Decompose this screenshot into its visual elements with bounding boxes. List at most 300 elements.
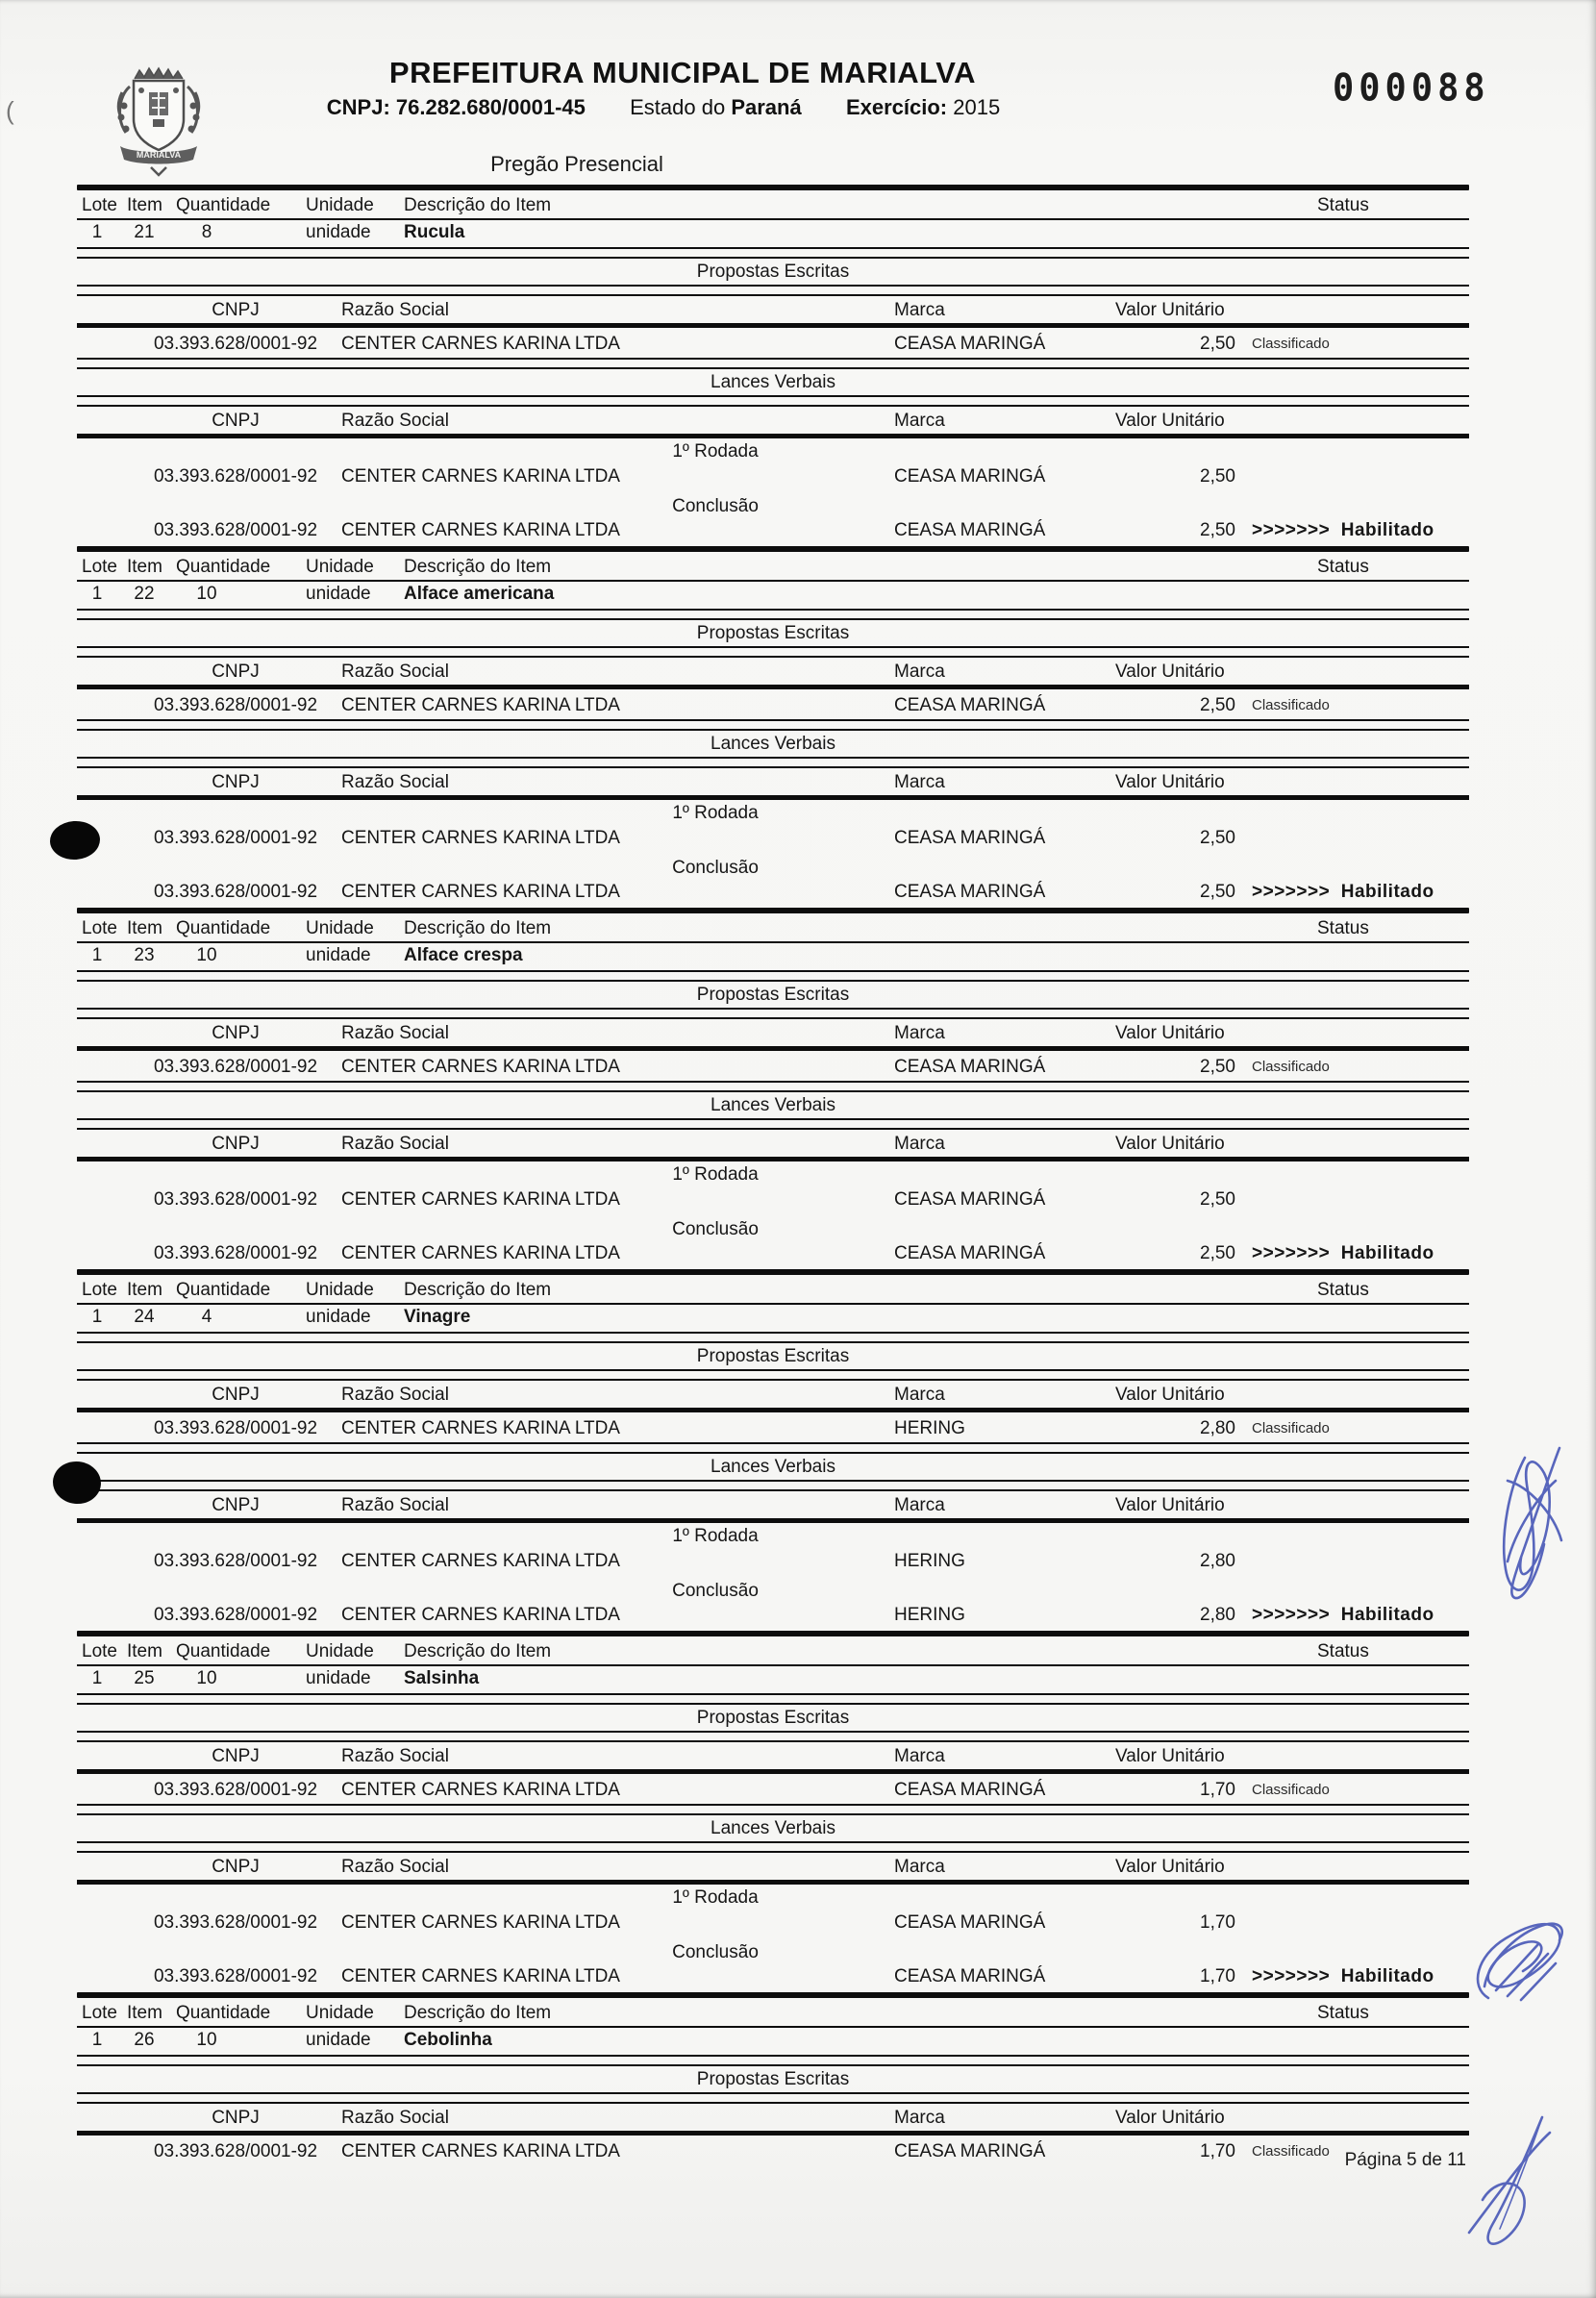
arrows: >>>>>>> bbox=[1252, 1966, 1331, 1986]
supplier-name: CENTER CARNES KARINA LTDA bbox=[341, 1605, 620, 1625]
unidade-header: Unidade bbox=[306, 557, 374, 577]
lote-header: Lote bbox=[82, 918, 117, 938]
arrows: >>>>>>> bbox=[1252, 1605, 1331, 1625]
marca-column-header: Marca bbox=[894, 1385, 945, 1405]
status-header: Status bbox=[1317, 2003, 1369, 2023]
cnpj-column-header: CNPJ bbox=[212, 1023, 260, 1043]
propostas-escritas-label: Propostas Escritas bbox=[696, 1346, 850, 1366]
propostas-escritas-label: Propostas Escritas bbox=[696, 985, 850, 1005]
lot-section bbox=[77, 1631, 1469, 1992]
unidade-header: Unidade bbox=[306, 2003, 374, 2023]
unidade-value: unidade bbox=[306, 2030, 371, 2050]
lances-verbais-section bbox=[77, 1081, 1469, 1269]
rule bbox=[77, 395, 1469, 407]
cnpj-column-header: CNPJ bbox=[212, 411, 260, 431]
lot-header-row bbox=[77, 552, 1469, 580]
razao-social-column-header: Razão Social bbox=[341, 1023, 449, 1043]
unidade-header: Unidade bbox=[306, 195, 374, 215]
rule bbox=[77, 1118, 1469, 1130]
unidade-header: Unidade bbox=[306, 918, 374, 938]
rule bbox=[77, 1008, 1469, 1019]
lote-value: 1 bbox=[91, 1307, 103, 1327]
status-habilitado bbox=[1252, 1603, 1434, 1628]
lot-section bbox=[77, 1269, 1469, 1631]
brand: HERING bbox=[894, 1418, 965, 1438]
supplier-cnpj: 03.393.628/0001-92 bbox=[153, 695, 318, 715]
unit-price: 2,50 bbox=[1200, 466, 1235, 487]
descricao-header: Descrição do Item bbox=[404, 1641, 552, 1661]
conclusao-data-row bbox=[77, 880, 1469, 908]
item-header: Item bbox=[127, 557, 162, 577]
modality-title: Pregão Presencial bbox=[490, 152, 663, 176]
proposta-column-headers bbox=[77, 1742, 1469, 1769]
proposta-column-headers bbox=[77, 658, 1469, 685]
rule bbox=[77, 1693, 1469, 1705]
razao-social-column-header: Razão Social bbox=[341, 1746, 449, 1766]
marialva-coat-of-arms-logo bbox=[91, 50, 226, 185]
propostas-escritas-label: Propostas Escritas bbox=[696, 1708, 850, 1728]
supplier-cnpj: 03.393.628/0001-92 bbox=[153, 1605, 318, 1625]
brand: CEASA MARINGÁ bbox=[894, 1780, 1046, 1800]
cnpj-label: CNPJ: bbox=[326, 95, 390, 119]
status-header: Status bbox=[1317, 195, 1369, 215]
item-value: 22 bbox=[134, 584, 155, 604]
valor-unitario-column-header: Valor Unitário bbox=[1115, 1385, 1225, 1405]
item-header: Item bbox=[127, 1280, 162, 1300]
item-value: 24 bbox=[134, 1307, 155, 1327]
rule bbox=[77, 285, 1469, 296]
razao-social-column-header: Razão Social bbox=[341, 300, 449, 320]
quantidade-header: Quantidade bbox=[176, 1641, 271, 1661]
quantidade-value: 10 bbox=[196, 2030, 217, 2050]
unit-price: 2,50 bbox=[1200, 334, 1235, 354]
brand: CEASA MARINGÁ bbox=[894, 520, 1046, 540]
brand: HERING bbox=[894, 1605, 965, 1625]
razao-social-column-header: Razão Social bbox=[341, 1385, 449, 1405]
lote-header: Lote bbox=[82, 1280, 117, 1300]
marca-column-header: Marca bbox=[894, 1023, 945, 1043]
quantidade-header: Quantidade bbox=[176, 2003, 271, 2023]
brand: CEASA MARINGÁ bbox=[894, 2141, 1046, 2161]
unit-price: 2,50 bbox=[1200, 882, 1235, 902]
exercicio-label: Exercício: bbox=[845, 95, 948, 119]
proposta-column-headers bbox=[77, 2104, 1469, 2131]
lote-value: 1 bbox=[91, 1668, 103, 1688]
proposta-column-headers bbox=[77, 1019, 1469, 1046]
cnpj-column-header: CNPJ bbox=[212, 772, 260, 792]
marca-column-header: Marca bbox=[894, 411, 945, 431]
supplier-name: CENTER CARNES KARINA LTDA bbox=[341, 1912, 620, 1933]
unit-price: 1,70 bbox=[1200, 2141, 1235, 2161]
status-header: Status bbox=[1317, 1280, 1369, 1300]
lances-verbais-label: Lances Verbais bbox=[711, 1818, 835, 1838]
rodada-label: 1º Rodada bbox=[672, 1526, 759, 1546]
status-habilitado bbox=[1252, 1964, 1434, 1989]
rodada-data-row bbox=[77, 1186, 1469, 1217]
marca-column-header: Marca bbox=[894, 300, 945, 320]
status-classificado: Classificado bbox=[1252, 2143, 1330, 2160]
brand: CEASA MARINGÁ bbox=[894, 828, 1046, 848]
lot-section bbox=[77, 185, 1469, 546]
rodada-label: 1º Rodada bbox=[672, 1164, 759, 1185]
rodada-data-row bbox=[77, 462, 1469, 494]
lot-header-row bbox=[77, 1636, 1469, 1664]
razao-social-column-header: Razão Social bbox=[341, 1857, 449, 1877]
proposta-data-row bbox=[77, 1412, 1469, 1442]
habilitado-text: Habilitado bbox=[1340, 882, 1434, 902]
habilitado-text: Habilitado bbox=[1340, 1243, 1434, 1263]
lot-section bbox=[77, 1992, 1469, 2165]
unidade-value: unidade bbox=[306, 1307, 371, 1327]
lances-column-headers bbox=[77, 768, 1469, 795]
valor-unitario-column-header: Valor Unitário bbox=[1115, 300, 1225, 320]
unit-price: 2,50 bbox=[1200, 1189, 1235, 1210]
unidade-value: unidade bbox=[306, 1668, 371, 1688]
propostas-escritas-label: Propostas Escritas bbox=[696, 623, 850, 643]
quantidade-value: 10 bbox=[196, 1668, 217, 1688]
razao-social-column-header: Razão Social bbox=[341, 1134, 449, 1154]
lote-value: 1 bbox=[91, 584, 103, 604]
supplier-cnpj: 03.393.628/0001-92 bbox=[153, 1189, 318, 1210]
valor-unitario-column-header: Valor Unitário bbox=[1115, 411, 1225, 431]
lot-data-row bbox=[77, 220, 1469, 247]
valor-unitario-column-header: Valor Unitário bbox=[1115, 662, 1225, 682]
exercicio-value: 2015 bbox=[953, 95, 1001, 119]
lances-verbais-section bbox=[77, 358, 1469, 546]
quantidade-header: Quantidade bbox=[176, 195, 271, 215]
quantidade-value: 8 bbox=[201, 222, 212, 242]
supplier-name: CENTER CARNES KARINA LTDA bbox=[341, 1418, 620, 1438]
supplier-cnpj: 03.393.628/0001-92 bbox=[153, 466, 318, 487]
lots-container bbox=[77, 185, 1469, 2165]
unit-price: 2,80 bbox=[1200, 1418, 1235, 1438]
conclusao-label: Conclusão bbox=[672, 1942, 759, 1962]
item-value: 26 bbox=[134, 2030, 155, 2050]
lances-column-headers bbox=[77, 1491, 1469, 1518]
proposta-data-row bbox=[77, 1051, 1469, 1081]
unit-price: 2,50 bbox=[1200, 1057, 1235, 1077]
rodada-data-row bbox=[77, 1909, 1469, 1940]
descricao-value: Cebolinha bbox=[404, 2030, 492, 2050]
supplier-cnpj: 03.393.628/0001-92 bbox=[153, 1551, 318, 1571]
lot-section bbox=[77, 546, 1469, 908]
valor-unitario-column-header: Valor Unitário bbox=[1115, 1746, 1225, 1766]
razao-social-column-header: Razão Social bbox=[341, 662, 449, 682]
status-habilitado bbox=[1252, 1241, 1434, 1266]
rule bbox=[77, 1369, 1469, 1381]
status-classificado: Classificado bbox=[1252, 697, 1330, 713]
item-header: Item bbox=[127, 2003, 162, 2023]
item-value: 23 bbox=[134, 945, 155, 965]
rule bbox=[77, 646, 1469, 658]
status-habilitado bbox=[1252, 518, 1434, 543]
document-title: PREFEITURA MUNICIPAL DE MARIALVA bbox=[388, 56, 977, 89]
status-header: Status bbox=[1317, 557, 1369, 577]
rule bbox=[77, 1841, 1469, 1853]
supplier-cnpj: 03.393.628/0001-92 bbox=[153, 1243, 318, 1263]
supplier-cnpj: 03.393.628/0001-92 bbox=[153, 2141, 318, 2161]
conclusao-data-row bbox=[77, 1241, 1469, 1269]
proposta-data-row bbox=[77, 689, 1469, 719]
lot-header-row bbox=[77, 1275, 1469, 1303]
valor-unitario-column-header: Valor Unitário bbox=[1115, 2108, 1225, 2128]
quantidade-header: Quantidade bbox=[176, 557, 271, 577]
lot-section bbox=[77, 908, 1469, 1269]
conclusao-data-row bbox=[77, 518, 1469, 546]
brand: CEASA MARINGÁ bbox=[894, 1243, 1046, 1263]
lote-header: Lote bbox=[82, 195, 117, 215]
lances-verbais-label: Lances Verbais bbox=[711, 372, 835, 392]
supplier-cnpj: 03.393.628/0001-92 bbox=[153, 882, 318, 902]
unit-price: 2,80 bbox=[1200, 1551, 1235, 1571]
arrows: >>>>>>> bbox=[1252, 520, 1331, 540]
habilitado-text: Habilitado bbox=[1340, 520, 1434, 540]
supplier-cnpj: 03.393.628/0001-92 bbox=[153, 1912, 318, 1933]
rule bbox=[77, 1332, 1469, 1343]
item-value: 25 bbox=[134, 1668, 155, 1688]
brand: HERING bbox=[894, 1551, 965, 1571]
supplier-name: CENTER CARNES KARINA LTDA bbox=[341, 695, 620, 715]
rule bbox=[77, 609, 1469, 620]
supplier-name: CENTER CARNES KARINA LTDA bbox=[341, 520, 620, 540]
cnpj-column-header: CNPJ bbox=[212, 2108, 260, 2128]
brand: CEASA MARINGÁ bbox=[894, 1189, 1046, 1210]
rodada-label: 1º Rodada bbox=[672, 803, 759, 823]
status-classificado: Classificado bbox=[1252, 1059, 1330, 1075]
scan-artifact: ( bbox=[6, 96, 14, 125]
arrows: >>>>>>> bbox=[1252, 882, 1331, 902]
valor-unitario-column-header: Valor Unitário bbox=[1115, 1495, 1225, 1515]
conclusao-label: Conclusão bbox=[672, 858, 759, 878]
razao-social-column-header: Razão Social bbox=[341, 411, 449, 431]
item-header: Item bbox=[127, 1641, 162, 1661]
valor-unitario-column-header: Valor Unitário bbox=[1115, 1134, 1225, 1154]
estado-prefix: Estado do bbox=[630, 95, 726, 119]
marca-column-header: Marca bbox=[894, 1857, 945, 1877]
status-classificado: Classificado bbox=[1252, 1782, 1330, 1798]
quantidade-value: 10 bbox=[196, 584, 217, 604]
cnpj-column-header: CNPJ bbox=[212, 300, 260, 320]
valor-unitario-column-header: Valor Unitário bbox=[1115, 1023, 1225, 1043]
unit-price: 1,70 bbox=[1200, 1912, 1235, 1933]
conclusao-label: Conclusão bbox=[672, 496, 759, 516]
supplier-cnpj: 03.393.628/0001-92 bbox=[153, 520, 318, 540]
quantidade-header: Quantidade bbox=[176, 918, 271, 938]
lot-data-row bbox=[77, 2028, 1469, 2055]
unit-price: 2,50 bbox=[1200, 520, 1235, 540]
cnpj-column-header: CNPJ bbox=[212, 1134, 260, 1154]
lote-header: Lote bbox=[82, 2003, 117, 2023]
descricao-header: Descrição do Item bbox=[404, 195, 552, 215]
supplier-name: CENTER CARNES KARINA LTDA bbox=[341, 466, 620, 487]
supplier-name: CENTER CARNES KARINA LTDA bbox=[341, 882, 620, 902]
lote-header: Lote bbox=[82, 1641, 117, 1661]
status-habilitado bbox=[1252, 880, 1434, 905]
propostas-escritas-label: Propostas Escritas bbox=[696, 262, 850, 282]
descricao-value: Alface americana bbox=[404, 584, 555, 604]
rule bbox=[77, 2092, 1469, 2104]
valor-unitario-column-header: Valor Unitário bbox=[1115, 1857, 1225, 1877]
proposta-column-headers bbox=[77, 296, 1469, 323]
supplier-name: CENTER CARNES KARINA LTDA bbox=[341, 828, 620, 848]
brand: CEASA MARINGÁ bbox=[894, 882, 1046, 902]
propostas-escritas-label: Propostas Escritas bbox=[696, 2069, 850, 2089]
descricao-header: Descrição do Item bbox=[404, 2003, 552, 2023]
page-number-stamp: 000088 bbox=[1333, 65, 1490, 111]
lances-column-headers bbox=[77, 1853, 1469, 1880]
lances-verbais-label: Lances Verbais bbox=[711, 1457, 835, 1477]
rule bbox=[77, 1480, 1469, 1491]
unidade-value: unidade bbox=[306, 945, 371, 965]
quantidade-header: Quantidade bbox=[176, 1280, 271, 1300]
logo-banner-text: MARIALVA bbox=[136, 150, 182, 160]
lot-data-row bbox=[77, 582, 1469, 609]
proposta-data-row bbox=[77, 1774, 1469, 1804]
supplier-cnpj: 03.393.628/0001-92 bbox=[153, 1966, 318, 1986]
cnpj-column-header: CNPJ bbox=[212, 1385, 260, 1405]
marca-column-header: Marca bbox=[894, 1746, 945, 1766]
brand: CEASA MARINGÁ bbox=[894, 334, 1046, 354]
lot-data-row bbox=[77, 943, 1469, 970]
estado-value: Paraná bbox=[731, 95, 802, 119]
descricao-value: Rucula bbox=[404, 222, 465, 242]
supplier-cnpj: 03.393.628/0001-92 bbox=[153, 1780, 318, 1800]
unit-price: 1,70 bbox=[1200, 1966, 1235, 1986]
document-subtitle-line bbox=[260, 95, 1067, 120]
cnpj-column-header: CNPJ bbox=[212, 1857, 260, 1877]
status-header: Status bbox=[1317, 918, 1369, 938]
marca-column-header: Marca bbox=[894, 1495, 945, 1515]
unidade-header: Unidade bbox=[306, 1641, 374, 1661]
supplier-cnpj: 03.393.628/0001-92 bbox=[153, 334, 318, 354]
habilitado-text: Habilitado bbox=[1340, 1966, 1434, 1986]
lances-column-headers bbox=[77, 407, 1469, 434]
supplier-name: CENTER CARNES KARINA LTDA bbox=[341, 1189, 620, 1210]
unit-price: 2,50 bbox=[1200, 695, 1235, 715]
rule bbox=[77, 757, 1469, 768]
brand: CEASA MARINGÁ bbox=[894, 1057, 1046, 1077]
rule bbox=[77, 970, 1469, 982]
status-classificado: Classificado bbox=[1252, 1420, 1330, 1436]
lances-verbais-label: Lances Verbais bbox=[711, 1095, 835, 1115]
proposta-column-headers bbox=[77, 1381, 1469, 1408]
lote-value: 1 bbox=[91, 222, 103, 242]
unit-price: 2,80 bbox=[1200, 1605, 1235, 1625]
lances-column-headers bbox=[77, 1130, 1469, 1157]
rule bbox=[77, 2055, 1469, 2066]
marca-column-header: Marca bbox=[894, 1134, 945, 1154]
brand: CEASA MARINGÁ bbox=[894, 466, 1046, 487]
cnpj-column-header: CNPJ bbox=[212, 1495, 260, 1515]
marca-column-header: Marca bbox=[894, 2108, 945, 2128]
brand: CEASA MARINGÁ bbox=[894, 1966, 1046, 1986]
brand: CEASA MARINGÁ bbox=[894, 695, 1046, 715]
lote-value: 1 bbox=[91, 945, 103, 965]
brand: CEASA MARINGÁ bbox=[894, 1912, 1046, 1933]
descricao-value: Salsinha bbox=[404, 1668, 480, 1688]
conclusao-label: Conclusão bbox=[672, 1219, 759, 1239]
status-header: Status bbox=[1317, 1641, 1369, 1661]
rodada-data-row bbox=[77, 824, 1469, 856]
quantidade-value: 10 bbox=[196, 945, 217, 965]
razao-social-column-header: Razão Social bbox=[341, 1495, 449, 1515]
lot-header-row bbox=[77, 190, 1469, 218]
conclusao-data-row bbox=[77, 1603, 1469, 1631]
lote-header: Lote bbox=[82, 557, 117, 577]
pen-signature bbox=[1469, 2117, 1550, 2244]
status-classificado: Classificado bbox=[1252, 336, 1330, 352]
item-header: Item bbox=[127, 195, 162, 215]
valor-unitario-column-header: Valor Unitário bbox=[1115, 772, 1225, 792]
pen-scribble-initials bbox=[1504, 1448, 1561, 1598]
unit-price: 2,50 bbox=[1200, 1243, 1235, 1263]
unidade-value: unidade bbox=[306, 222, 371, 242]
unit-price: 1,70 bbox=[1200, 1780, 1235, 1800]
supplier-name: CENTER CARNES KARINA LTDA bbox=[341, 1780, 620, 1800]
quantidade-value: 4 bbox=[201, 1307, 212, 1327]
lances-verbais-section bbox=[77, 1804, 1469, 1992]
supplier-name: CENTER CARNES KARINA LTDA bbox=[341, 334, 620, 354]
cnpj-column-header: CNPJ bbox=[212, 662, 260, 682]
supplier-name: CENTER CARNES KARINA LTDA bbox=[341, 1551, 620, 1571]
lances-verbais-section bbox=[77, 1442, 1469, 1631]
unidade-header: Unidade bbox=[306, 1280, 374, 1300]
rodada-data-row bbox=[77, 1547, 1469, 1579]
supplier-cnpj: 03.393.628/0001-92 bbox=[153, 828, 318, 848]
cnpj-column-header: CNPJ bbox=[212, 1746, 260, 1766]
supplier-cnpj: 03.393.628/0001-92 bbox=[153, 1418, 318, 1438]
supplier-name: CENTER CARNES KARINA LTDA bbox=[341, 1243, 620, 1263]
marca-column-header: Marca bbox=[894, 772, 945, 792]
arrows: >>>>>>> bbox=[1252, 1243, 1331, 1263]
descricao-header: Descrição do Item bbox=[404, 557, 552, 577]
lote-value: 1 bbox=[91, 2030, 103, 2050]
lot-data-row bbox=[77, 1305, 1469, 1332]
lot-header-row bbox=[77, 1998, 1469, 2026]
descricao-header: Descrição do Item bbox=[404, 918, 552, 938]
rodada-label: 1º Rodada bbox=[672, 441, 759, 462]
rule bbox=[77, 247, 1469, 259]
descricao-header: Descrição do Item bbox=[404, 1280, 552, 1300]
supplier-cnpj: 03.393.628/0001-92 bbox=[153, 1057, 318, 1077]
lot-header-row bbox=[77, 913, 1469, 941]
rule bbox=[77, 1731, 1469, 1742]
descricao-value: Alface crespa bbox=[404, 945, 523, 965]
supplier-name: CENTER CARNES KARINA LTDA bbox=[341, 2141, 620, 2161]
supplier-name: CENTER CARNES KARINA LTDA bbox=[341, 1057, 620, 1077]
supplier-name: CENTER CARNES KARINA LTDA bbox=[341, 1966, 620, 1986]
rodada-label: 1º Rodada bbox=[672, 1887, 759, 1908]
habilitado-text: Habilitado bbox=[1340, 1605, 1434, 1625]
razao-social-column-header: Razão Social bbox=[341, 2108, 449, 2128]
proposta-data-row bbox=[77, 328, 1469, 358]
lot-data-row bbox=[77, 1666, 1469, 1693]
item-value: 21 bbox=[134, 222, 155, 242]
unidade-value: unidade bbox=[306, 584, 371, 604]
item-header: Item bbox=[127, 918, 162, 938]
lances-verbais-label: Lances Verbais bbox=[711, 734, 835, 754]
razao-social-column-header: Razão Social bbox=[341, 772, 449, 792]
unit-price: 2,50 bbox=[1200, 828, 1235, 848]
pen-swirl-mark bbox=[1478, 1924, 1562, 2000]
conclusao-label: Conclusão bbox=[672, 1581, 759, 1601]
page-footer: Página 5 de 11 bbox=[1344, 2150, 1466, 2170]
conclusao-data-row bbox=[77, 1964, 1469, 1992]
descricao-value: Vinagre bbox=[404, 1307, 471, 1327]
cnpj-value: 76.282.680/0001-45 bbox=[395, 95, 586, 119]
marca-column-header: Marca bbox=[894, 662, 945, 682]
lances-verbais-section bbox=[77, 719, 1469, 908]
